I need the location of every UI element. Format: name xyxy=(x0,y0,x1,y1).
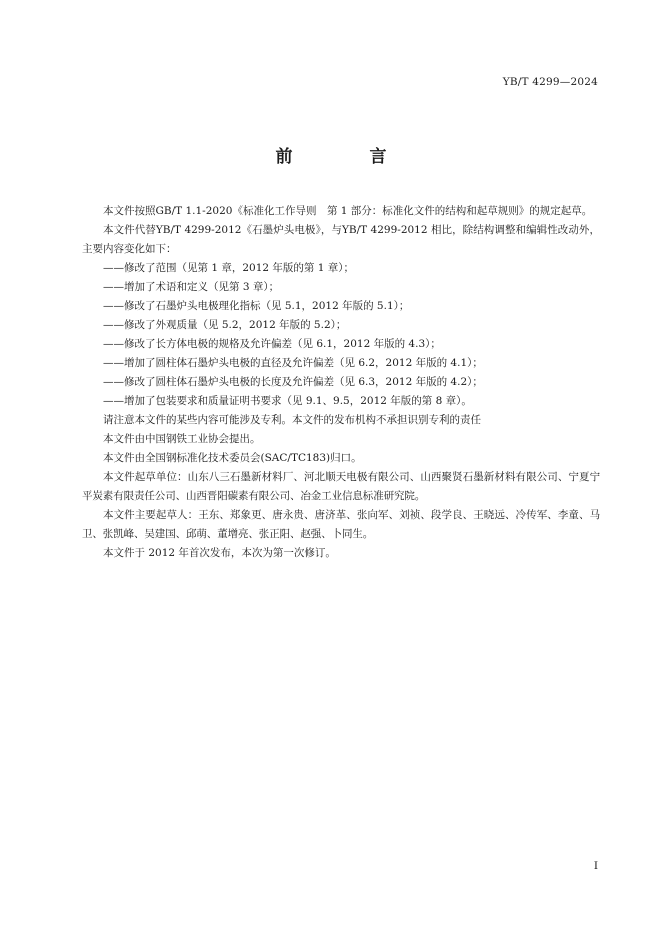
page-title: 前 言 xyxy=(275,147,417,167)
paragraph-drafters: 本文件主要起草人：王东、郑象更、唐永贵、唐济革、张向军、刘祯、段学良、王晓远、冷传军、李童、马卫、张凯峰、吴建国、邱萌、董增亮、张正阳、赵强、卜同生。 xyxy=(82,509,600,540)
document-code: YB/T 4299—2024 xyxy=(502,76,598,88)
paragraph-committee: 本文件由全国钢标准化技术委员会(SAC/TC183)归口。 xyxy=(103,452,362,464)
foreword-body xyxy=(82,202,600,563)
paragraph-drafting-rules: 本文件按照GB/T 1.1-2020《标准化工作导则 第 1 部分：标准化文件的结构和起草规则》的规定起草。 xyxy=(103,205,593,217)
paragraph-patent-notice: 请注意本文件的某些内容可能涉及专利。本文件的发布机构不承担识别专利的责任 xyxy=(103,414,481,426)
change-item: ——修改了范围（见第 1 章，2012 年版的第 1 章）； xyxy=(103,262,355,274)
change-item: ——修改了长方体电极的规格及允许偏差（见 6.1，2012 年版的 4.3）； xyxy=(103,338,441,350)
change-item: ——增加了包装要求和质量证明书要求（见 9.1、9.5，2012 年版的第 8 章）。 xyxy=(103,395,472,407)
paragraph-replacement: 本文件代替YB/T 4299-2012《石墨炉头电极》，与YB/T 4299-2012 相比，除结构调整和编辑性改动外，主要内容变化如下： xyxy=(82,224,600,255)
change-item: ——增加了术语和定义（见第 3 章）； xyxy=(103,281,280,293)
change-item: ——增加了圆柱体石墨炉头电极的直径及允许偏差（见 6.2，2012 年版的 4.1）； xyxy=(103,357,483,369)
change-item: ——修改了石墨炉头电极理化指标（见 5.1，2012 年版的 5.1）； xyxy=(103,300,410,312)
change-item: ——修改了圆柱体石墨炉头电极的长度及允许偏差（见 6.3，2012 年版的 4.2）； xyxy=(103,376,483,388)
paragraph-history: 本文件于 2012 年首次发布，本次为第一次修订。 xyxy=(103,547,336,559)
paragraph-proposer: 本文件由中国钢铁工业协会提出。 xyxy=(103,433,261,445)
page-number: I xyxy=(593,860,598,872)
change-item: ——修改了外观质量（见 5.2，2012 年版的 5.2）； xyxy=(103,319,347,331)
paragraph-drafting-units: 本文件起草单位：山东八三石墨新材料厂、河北顺天电极有限公司、山西聚贤石墨新材料有限公司、宁夏宁平炭素有限责任公司、山西晋阳碳素有限公司、冶金工业信息标准研究院。 xyxy=(82,471,600,502)
